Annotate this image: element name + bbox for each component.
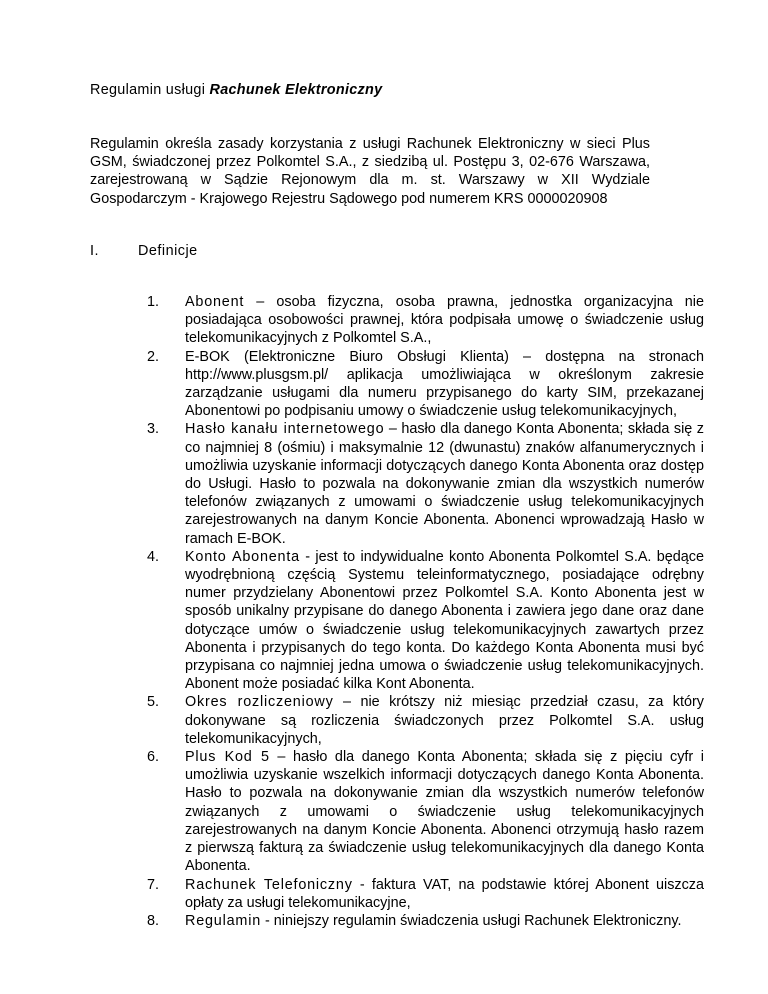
definition-term: Okres rozliczeniowy: [185, 694, 334, 711]
definition-text: - faktura VAT, na podstawie której Abonent uiszcza opłaty za usługi telekomunikacyjne,: [185, 876, 705, 911]
definition-item: [90, 548, 704, 694]
definition-number: 2.: [147, 348, 160, 365]
section-heading: [90, 243, 198, 259]
definition-number: 1.: [147, 294, 160, 310]
definition-term: Hasło kanału internetowego: [185, 421, 385, 438]
definition-text: – nie krótszy niż miesiąc przedział czasu, za który dokonywane są rozliczenia świadczonych przez Polkomtel S.A. usług telekomunikacyjnych,: [185, 694, 704, 747]
definition-item: [90, 420, 704, 547]
definition-term: Plus Kod 5: [185, 749, 270, 766]
definition-text: - jest to indywidualne konto Abonenta Polkomtel S.A. będące wyodrębnioną częścią Systemu teleinformatycznego, posiadające odrębny numer przydzielany Abonentowi przez Polkomtel S.A. Konto Abonenta jest w sposób unikalny przypisane do danego Abonenta i zawiera jego dane oraz dane dotyczące umów o świadczenie usług telekomunikacyjnych zawartych przez Abonenta i przypisanych do tego konta. Do każdego Konta Abonenta musi być przypisana co najmniej jedna umowa o świadczenie usług telekomunikacyjnych. Abonent może posiadać kilka Kont Abonenta.: [185, 548, 704, 693]
definition-item: [90, 348, 704, 421]
definition-text: – osoba fizyczna, osoba prawna, jednostka organizacyjna nie posiadająca osobowości prawnej, która podpisała umowę o świadczenie usług telekomunikacyjnych z Polkomtel S.A.,: [185, 294, 704, 347]
definition-number: 5.: [147, 694, 160, 711]
definition-item: [90, 876, 704, 912]
document-title-prefix: Regulamin usługi: [90, 82, 210, 98]
definition-number: 3.: [147, 421, 160, 438]
document-title: [90, 82, 382, 98]
definition-text: - niniejszy regulamin świadczenia usługi Rachunek Elektroniczny.: [261, 912, 682, 929]
definition-number: 7.: [147, 876, 160, 893]
section-number: I.: [90, 243, 99, 259]
definition-text: – hasło dla danego Konta Abonenta; składa się z pięciu cyfr i umożliwia uzyskanie wszelkich informacji dotyczących danego Konta Abonenta. Hasło to pozwala na dokonywanie zmian dla wszystkich numerów telefonów związanych z umowami o świadczenie usług telekomunikacyjnych zarejestrowanych na danym Koncie Abonenta. Abonenci otrzymują hasło razem z pierwszą fakturą za świadczenie usług telekomunikacyjnych dla danego Konta Abonenta.: [185, 749, 705, 875]
definition-number: 4.: [147, 548, 160, 565]
definition-item: [90, 912, 704, 930]
definition-term: Regulamin: [185, 912, 261, 929]
definition-number: 6.: [147, 749, 160, 766]
definition-text: – hasło dla danego Konta Abonenta; składa się z co najmniej 8 (ośmiu) i maksymalnie 12 (dwunastu) znaków alfanumerycznych i umożliwia uzyskanie informacji dotyczących danego Konta Abonenta oraz dostęp do Usługi. Hasło to pozwala na dokonywanie zmian dla wszystkich numerów telefonów związanych z umowami o świadczenie usług telekomunikacyjnych zarejestrowanych na danym Koncie Abonenta. Abonenci wprowadzają Hasło w ramach E-BOK.: [185, 421, 704, 547]
definition-item: [90, 293, 704, 348]
definition-item: [90, 693, 704, 748]
intro-paragraph: Regulamin określa zasady korzystania z usługi Rachunek Elektroniczny w sieci Plus GSM, świadczonej przez Polkomtel S.A., z siedzibą ul. Postępu 3, 02-676 Warszawa, zarejestrowaną w Sądzie Rejonowym dla m. st. Warszawy w XII Wydziale Gospodarczym - Krajowego Rejestru Sądowego pod numerem KRS 0000020908: [90, 136, 650, 207]
document-title-service-name: Rachunek Elektroniczny: [209, 82, 383, 98]
definition-text: E-BOK (Elektroniczne Biuro Obsługi Klienta) – dostępna na stronach http://www.plusgsm.pl/ aplikacja umożliwiająca w określonym zakresie zarządzanie usługami dla numeru przypisanego do karty SIM, przekazanej Abonentowi po podpisaniu umowy o świadczenie usług telekomunikacyjnych,: [185, 348, 704, 420]
section-title: Definicje: [138, 243, 198, 259]
definition-term: Rachunek Telefoniczny: [185, 876, 353, 893]
definitions-list: [90, 293, 704, 930]
definition-term: Konto Abonenta: [185, 548, 300, 565]
definition-item: [90, 748, 704, 875]
definition-number: 8.: [147, 912, 160, 929]
definition-term: Abonent: [185, 294, 245, 310]
